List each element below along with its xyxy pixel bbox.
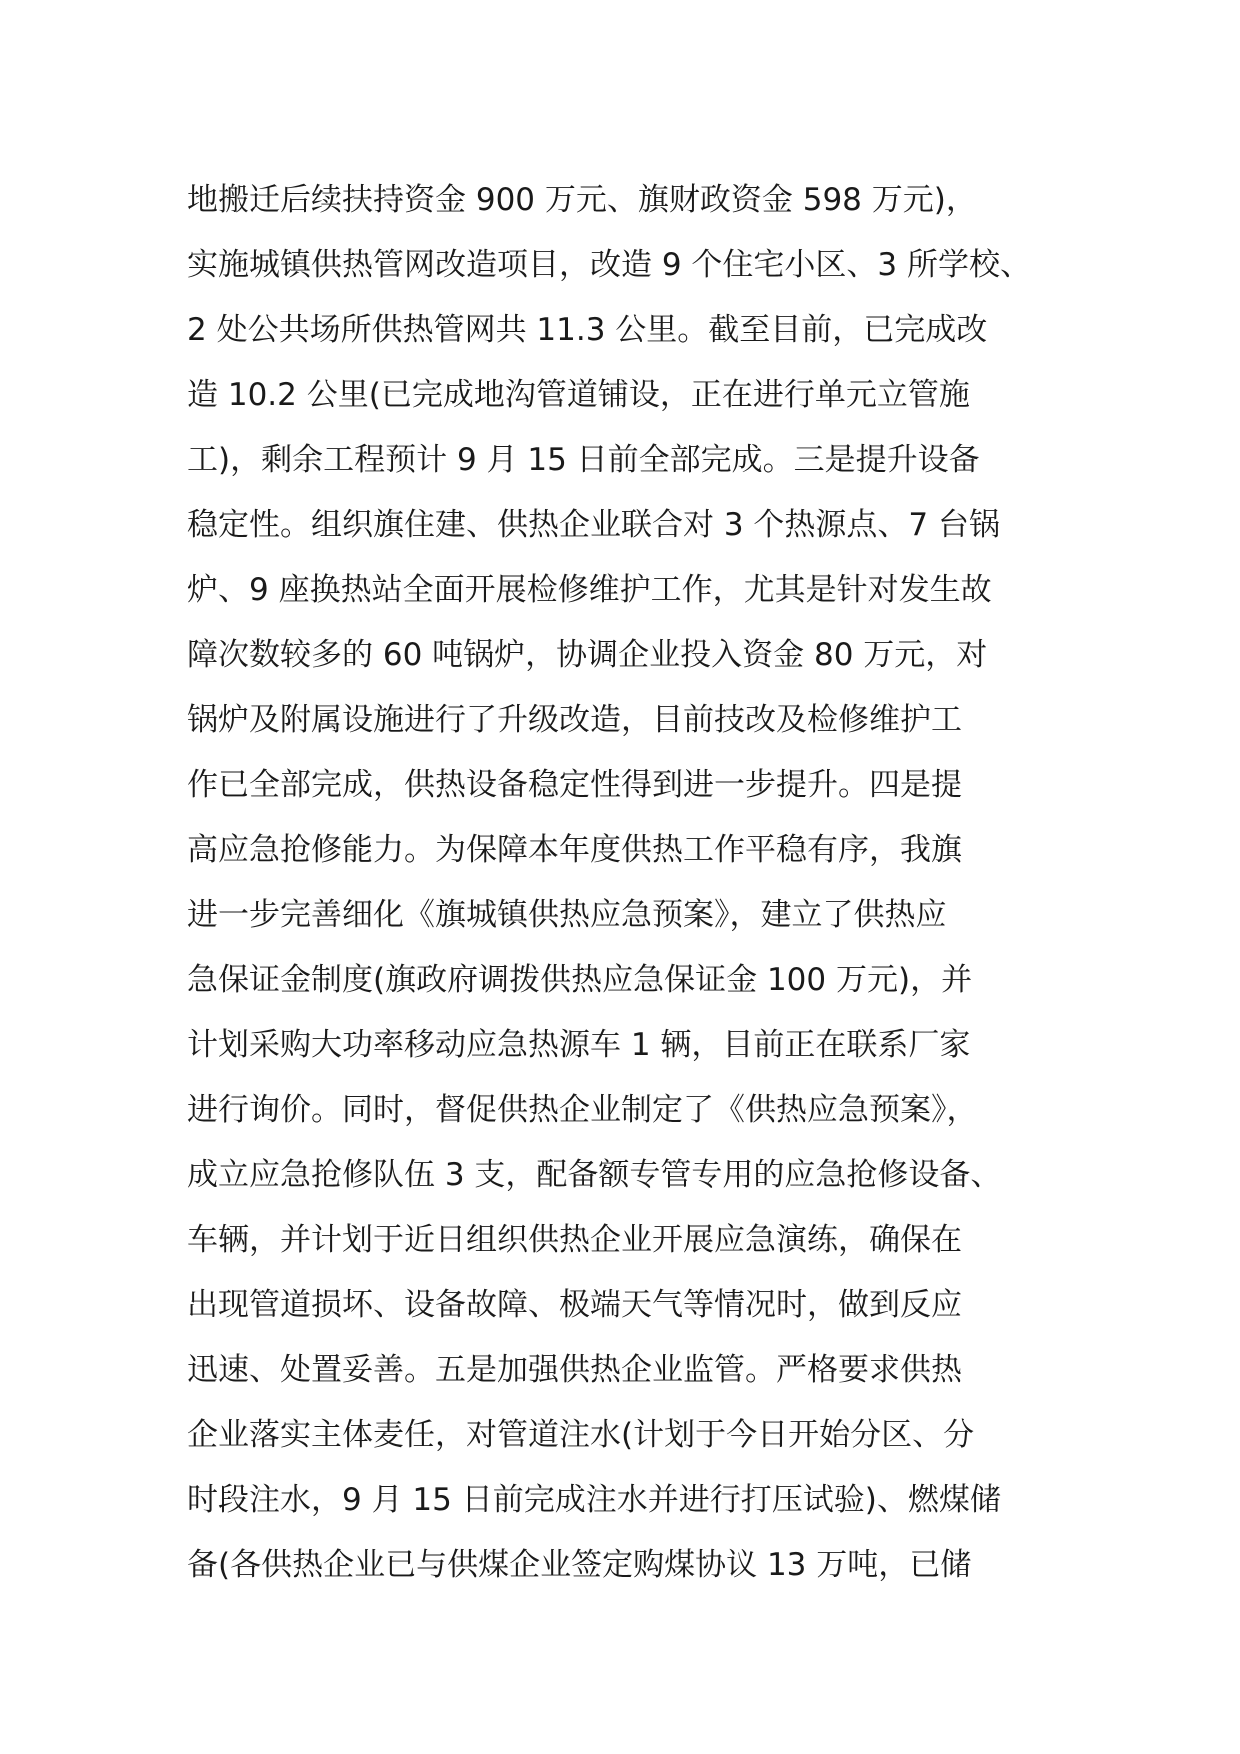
- text-line: 炉、9 座换热站全面开展检修维护工作，尤其是针对发生故: [187, 572, 992, 608]
- text-line: 出现管道损坏、设备故障、极端天气等情况时，做到反应: [187, 1287, 962, 1323]
- text-line: 企业落实主体麦任，对管道注水(计划于今日开始分区、分: [187, 1417, 975, 1453]
- text-line: 地搬迁后续扶持资金 900 万元、旗财政资金 598 万元)，: [187, 182, 977, 218]
- body-text: [187, 168, 1087, 1598]
- text-line: 备(各供热企业已与供煤企业签定购煤协议 13 万吨，已储: [187, 1547, 972, 1583]
- text-line: 计划采购大功率移动应急热源车 1 辆，目前正在联系厂家: [187, 1027, 971, 1063]
- text-line: 作已全部完成，供热设备稳定性得到进一步提升。四是提: [187, 767, 962, 803]
- text-line: 车辆，并计划于近日组织供热企业开展应急演练，确保在: [187, 1222, 962, 1258]
- text-line: 稳定性。组织旗住建、供热企业联合对 3 个热源点、7 台锅: [187, 507, 1001, 543]
- text-line: 障次数较多的 60 吨锅炉，协调企业投入资金 80 万元，对: [187, 637, 988, 673]
- text-line: 进行询价。同时，督促供热企业制定了《供热应急预案》，: [187, 1092, 978, 1128]
- text-line: 锅炉及附属设施进行了升级改造，目前技改及检修维护工: [187, 702, 962, 738]
- text-line: 急保证金制度(旗政府调拨供热应急保证金 100 万元)，并: [187, 962, 973, 998]
- text-line: 迅速、处置妥善。五是加强供热企业监管。严格要求供热: [187, 1352, 962, 1388]
- text-line: 时段注水，9 月 15 日前完成注水并进行打压试验)、燃煤储: [187, 1482, 1001, 1518]
- text-line: 工)，剩余工程预计 9 月 15 日前全部完成。三是提升设备: [187, 442, 980, 478]
- text-line: 2 处公共场所供热管网共 11.3 公里。截至目前，已完成改: [187, 312, 988, 348]
- text-line: 实施城镇供热管网改造项目，改造 9 个住宅小区、3 所学校、: [187, 247, 1032, 283]
- text-line: 造 10.2 公里(已完成地沟管道铺设，正在进行单元立管施: [187, 377, 970, 413]
- text-line: 进一步完善细化《旗城镇供热应急预案》，建立了供热应: [187, 897, 947, 933]
- text-line: 高应急抢修能力。为保障本年度供热工作平稳有序，我旗: [187, 832, 962, 868]
- text-line: 成立应急抢修队伍 3 支，配备额专管专用的应急抢修设备、: [187, 1157, 1002, 1193]
